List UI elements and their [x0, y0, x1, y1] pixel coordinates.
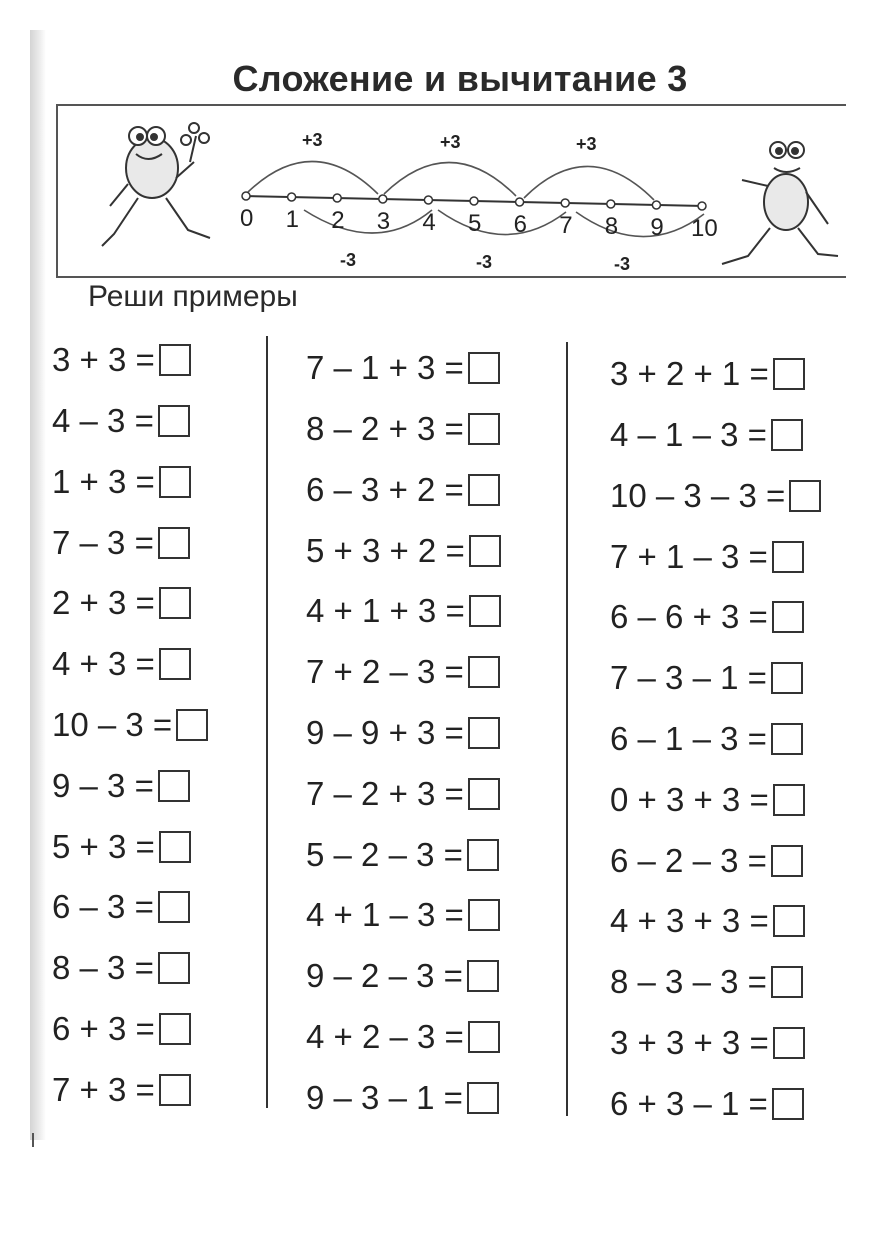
exercise-expression: 3 + 2 + 1 =: [610, 355, 769, 393]
exercise-expression: 6 + 3 – 1 =: [610, 1084, 768, 1122]
exercise-expression: 8 – 2 + 3 =: [306, 410, 464, 448]
answer-box[interactable]: [771, 419, 803, 451]
tick-label: 5: [468, 210, 482, 237]
tick-point: [470, 197, 478, 205]
exercise-row: [52, 764, 190, 804]
answer-box[interactable]: [467, 960, 499, 992]
answer-box[interactable]: [468, 778, 500, 810]
answer-box[interactable]: [468, 1021, 500, 1053]
answer-box[interactable]: [468, 474, 500, 506]
exercise-expression: 10 – 3 =: [52, 706, 173, 744]
exercise-expression: 0 + 3 + 3 =: [610, 780, 769, 818]
answer-box[interactable]: [158, 952, 190, 984]
exercise-row: [52, 703, 208, 743]
exercise-expression: 7 + 2 – 3 =: [306, 653, 464, 691]
plus-label-1: +3: [302, 130, 323, 150]
scan-edge-shadow: [30, 30, 46, 1140]
answer-box[interactable]: [771, 723, 803, 755]
tick-point: [288, 193, 296, 201]
minus-label-2: -3: [476, 252, 493, 272]
exercise-row: [306, 650, 500, 690]
page-title: Сложение и вычитание 3: [232, 58, 688, 99]
tick-label: 0: [240, 205, 254, 232]
answer-box[interactable]: [469, 535, 501, 567]
tick-label: 1: [285, 206, 299, 233]
answer-box[interactable]: [773, 358, 805, 390]
exercise-expression: 7 + 3 =: [52, 1070, 155, 1108]
answer-box[interactable]: [771, 845, 803, 877]
minus-arc-3: [576, 212, 704, 237]
exercise-row: [610, 899, 805, 939]
frog-right-picture: [722, 142, 838, 264]
answer-box[interactable]: [159, 344, 191, 376]
exercise-row: [610, 1082, 804, 1122]
answer-box[interactable]: [468, 656, 500, 688]
exercise-row: [52, 460, 191, 500]
answer-box[interactable]: [158, 405, 190, 437]
minus-label-3: -3: [614, 254, 631, 274]
exercise-expression: 4 + 3 + 3 =: [610, 902, 769, 940]
tick-label: 9: [650, 214, 664, 241]
exercise-row: [610, 413, 803, 453]
frog-left-picture: [102, 123, 210, 246]
exercise-row: [306, 1015, 500, 1055]
exercise-expression: 8 – 3 =: [52, 949, 154, 987]
exercise-row: [306, 832, 499, 872]
tick-point: [561, 199, 569, 207]
tick-point: [607, 200, 615, 208]
answer-box[interactable]: [467, 1082, 499, 1114]
answer-box[interactable]: [158, 770, 190, 802]
answer-box[interactable]: [771, 966, 803, 998]
exercise-expression: 4 – 1 – 3 =: [610, 416, 767, 454]
tick-label: 10: [691, 215, 718, 242]
exercise-row: [610, 352, 805, 392]
exercise-row: [610, 474, 821, 514]
exercise-expression: 4 + 3 =: [52, 645, 155, 683]
exercise-expression: 4 + 1 + 3 =: [306, 592, 465, 630]
exercise-expression: 9 – 2 – 3 =: [306, 957, 463, 995]
exercise-row: [306, 468, 500, 508]
answer-box[interactable]: [468, 413, 500, 445]
exercise-expression: 1 + 3 =: [52, 462, 155, 500]
minus-arc-2: [438, 210, 566, 235]
number-line-svg: [58, 106, 848, 280]
exercise-expression: 6 – 1 – 3 =: [610, 720, 767, 758]
answer-box[interactable]: [469, 595, 501, 627]
tick-label: 7: [559, 212, 573, 239]
answer-box[interactable]: [158, 527, 190, 559]
tick-label: 8: [604, 213, 619, 240]
exercise-expression: 4 + 2 – 3 =: [306, 1018, 464, 1056]
scan-mark: [32, 1133, 34, 1147]
exercise-row: [610, 1021, 805, 1061]
exercise-row: [610, 534, 804, 574]
exercise-row: [610, 717, 803, 757]
exercise-expression: 8 – 3 – 3 =: [610, 963, 767, 1001]
answer-box[interactable]: [467, 839, 499, 871]
exercise-row: [610, 778, 805, 818]
exercise-expression: 6 – 6 + 3 =: [610, 598, 768, 636]
answer-box[interactable]: [772, 541, 804, 573]
exercise-row: [306, 1076, 499, 1116]
answer-box[interactable]: [158, 891, 190, 923]
plus-label-2: +3: [440, 132, 461, 152]
exercise-row: [610, 838, 803, 878]
answer-box[interactable]: [159, 831, 191, 863]
exercise-row: [306, 772, 500, 812]
column-divider-1: [266, 336, 268, 1108]
tick-point: [379, 195, 387, 203]
tick-point: [516, 198, 524, 206]
exercise-row: [52, 338, 191, 378]
tick-point: [652, 201, 660, 209]
answer-box[interactable]: [789, 480, 821, 512]
tick-label: 3: [376, 208, 391, 235]
exercise-expression: 5 – 2 – 3 =: [306, 835, 463, 873]
exercise-expression: 7 – 3 =: [52, 523, 154, 561]
exercise-row: [306, 893, 500, 933]
exercise-row: [306, 954, 499, 994]
plus-arc-2: [384, 162, 516, 196]
answer-box[interactable]: [176, 709, 208, 741]
exercise-expression: 9 – 3 =: [52, 766, 154, 804]
tick-point: [242, 192, 250, 200]
instruction-text: Реши примеры: [88, 280, 298, 313]
answer-box[interactable]: [468, 352, 500, 384]
tick-point: [333, 194, 341, 202]
exercise-expression: 5 + 3 + 2 =: [306, 531, 465, 569]
exercise-expression: 4 + 1 – 3 =: [306, 896, 464, 934]
tick-label: 2: [331, 207, 345, 234]
exercise-expression: 10 – 3 – 3 =: [610, 476, 786, 514]
exercise-row: [52, 885, 190, 925]
tick-label: 6: [513, 211, 527, 238]
exercise-row: [306, 589, 501, 629]
exercise-expression: 7 + 1 – 3 =: [610, 537, 768, 575]
exercise-expression: 7 – 2 + 3 =: [306, 774, 464, 812]
exercise-row: [610, 960, 803, 1000]
tick-label: 4: [422, 209, 436, 236]
plus-label-3: +3: [576, 134, 597, 154]
exercise-expression: 5 + 3 =: [52, 827, 155, 865]
exercise-expression: 4 – 3 =: [52, 402, 154, 440]
answer-box[interactable]: [773, 1027, 805, 1059]
minus-label-1: -3: [340, 250, 357, 270]
answer-box[interactable]: [468, 717, 500, 749]
answer-box[interactable]: [159, 648, 191, 680]
answer-box[interactable]: [771, 662, 803, 694]
exercise-expression: 2 + 3 =: [52, 584, 155, 622]
exercise-expression: 3 + 3 =: [52, 341, 155, 379]
plus-arc-1: [248, 161, 378, 194]
exercise-row: [52, 824, 191, 864]
answer-box[interactable]: [468, 899, 500, 931]
exercise-row: [306, 528, 501, 568]
exercise-row: [52, 1007, 191, 1047]
exercise-expression: 9 – 9 + 3 =: [306, 714, 464, 752]
exercise-row: [52, 642, 191, 682]
answer-box[interactable]: [159, 587, 191, 619]
tick-point: [698, 202, 706, 210]
answer-box[interactable]: [159, 1074, 191, 1106]
tick-point: [424, 196, 432, 204]
exercise-expression: 6 – 3 =: [52, 888, 154, 926]
exercise-row: [52, 399, 190, 439]
exercise-row: [52, 520, 190, 560]
exercise-row: [52, 946, 190, 986]
exercise-expression: 7 – 1 + 3 =: [306, 349, 464, 387]
exercise-row: [306, 407, 500, 447]
exercise-expression: 9 – 3 – 1 =: [306, 1078, 463, 1116]
plus-arc-3: [524, 166, 654, 200]
exercise-row: [610, 595, 804, 635]
exercise-row: [52, 1068, 191, 1108]
answer-box[interactable]: [772, 601, 804, 633]
exercise-row: [52, 581, 191, 621]
exercise-expression: 6 – 2 – 3 =: [610, 841, 767, 879]
exercise-expression: 7 – 3 – 1 =: [610, 659, 767, 697]
minus-arc-1: [304, 210, 432, 233]
exercise-expression: 6 + 3 =: [52, 1010, 155, 1048]
exercise-row: [306, 346, 500, 386]
number-line-illustration: [56, 104, 846, 278]
answer-box[interactable]: [772, 1088, 804, 1120]
answer-box[interactable]: [773, 905, 805, 937]
exercise-row: [610, 656, 803, 696]
answer-box[interactable]: [773, 784, 805, 816]
column-divider-2: [566, 342, 568, 1116]
answer-box[interactable]: [159, 1013, 191, 1045]
tick-points: [242, 192, 706, 210]
exercise-expression: 3 + 3 + 3 =: [610, 1024, 769, 1062]
exercise-expression: 6 – 3 + 2 =: [306, 470, 464, 508]
exercise-row: [306, 711, 500, 751]
answer-box[interactable]: [159, 466, 191, 498]
